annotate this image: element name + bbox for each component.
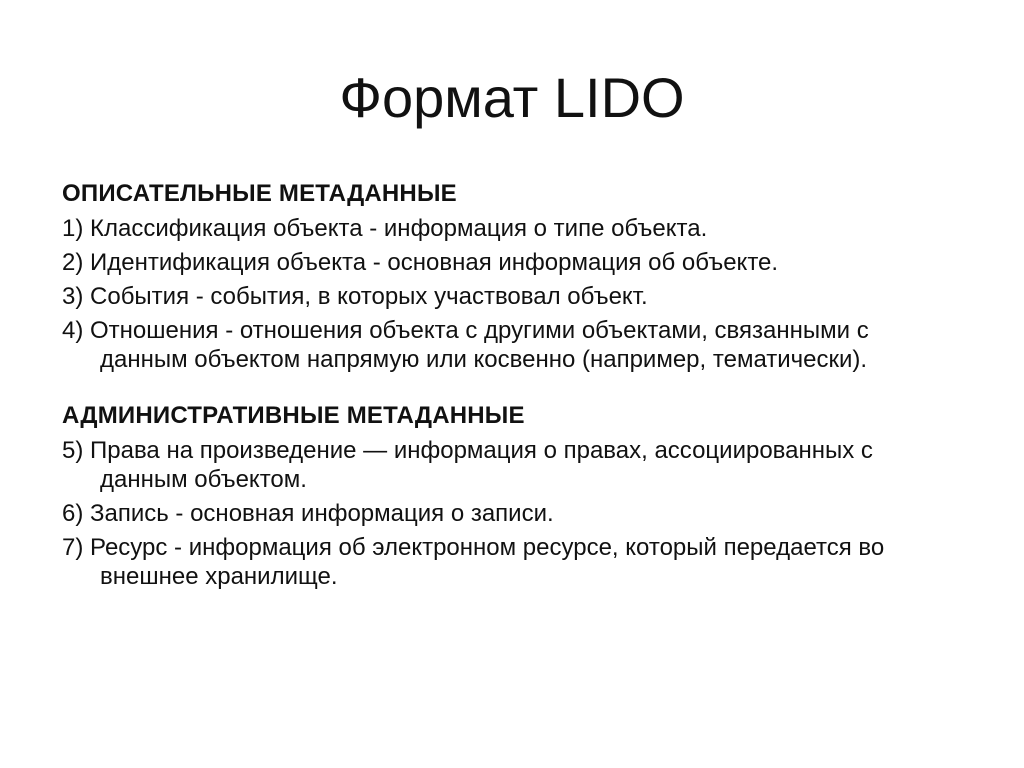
list-item: 4) Отношения - отношения объекта с другими объектами, связанными с данным объектом напрямую или косвенно (например, тематически).	[62, 317, 869, 373]
section-heading: АДМИНИСТРАТИВНЫЕ МЕТАДАННЫЕ	[62, 402, 525, 429]
slide-content	[62, 178, 962, 596]
section-administrative-metadata	[62, 400, 962, 591]
list-item: 7) Ресурс - информация об электронном ресурсе, который передается во внешнее хранилище.	[62, 534, 885, 590]
list-item: 2) Идентификация объекта - основная информация об объекте.	[62, 249, 779, 276]
list-item: 5) Права на произведение — информация о правах, ассоциированных с данным объектом.	[62, 437, 873, 493]
list-item: 6) Запись - основная информация о записи.	[62, 500, 554, 527]
section-heading: ОПИСАТЕЛЬНЫЕ МЕТАДАННЫЕ	[62, 180, 457, 207]
list-item: 3) События - события, в которых участвовал объект.	[62, 283, 648, 310]
slide-title: Формат LIDO	[339, 66, 685, 129]
list-item: 1) Классификация объекта - информация о типе объекта.	[62, 215, 708, 242]
section-descriptive-metadata	[62, 178, 962, 374]
